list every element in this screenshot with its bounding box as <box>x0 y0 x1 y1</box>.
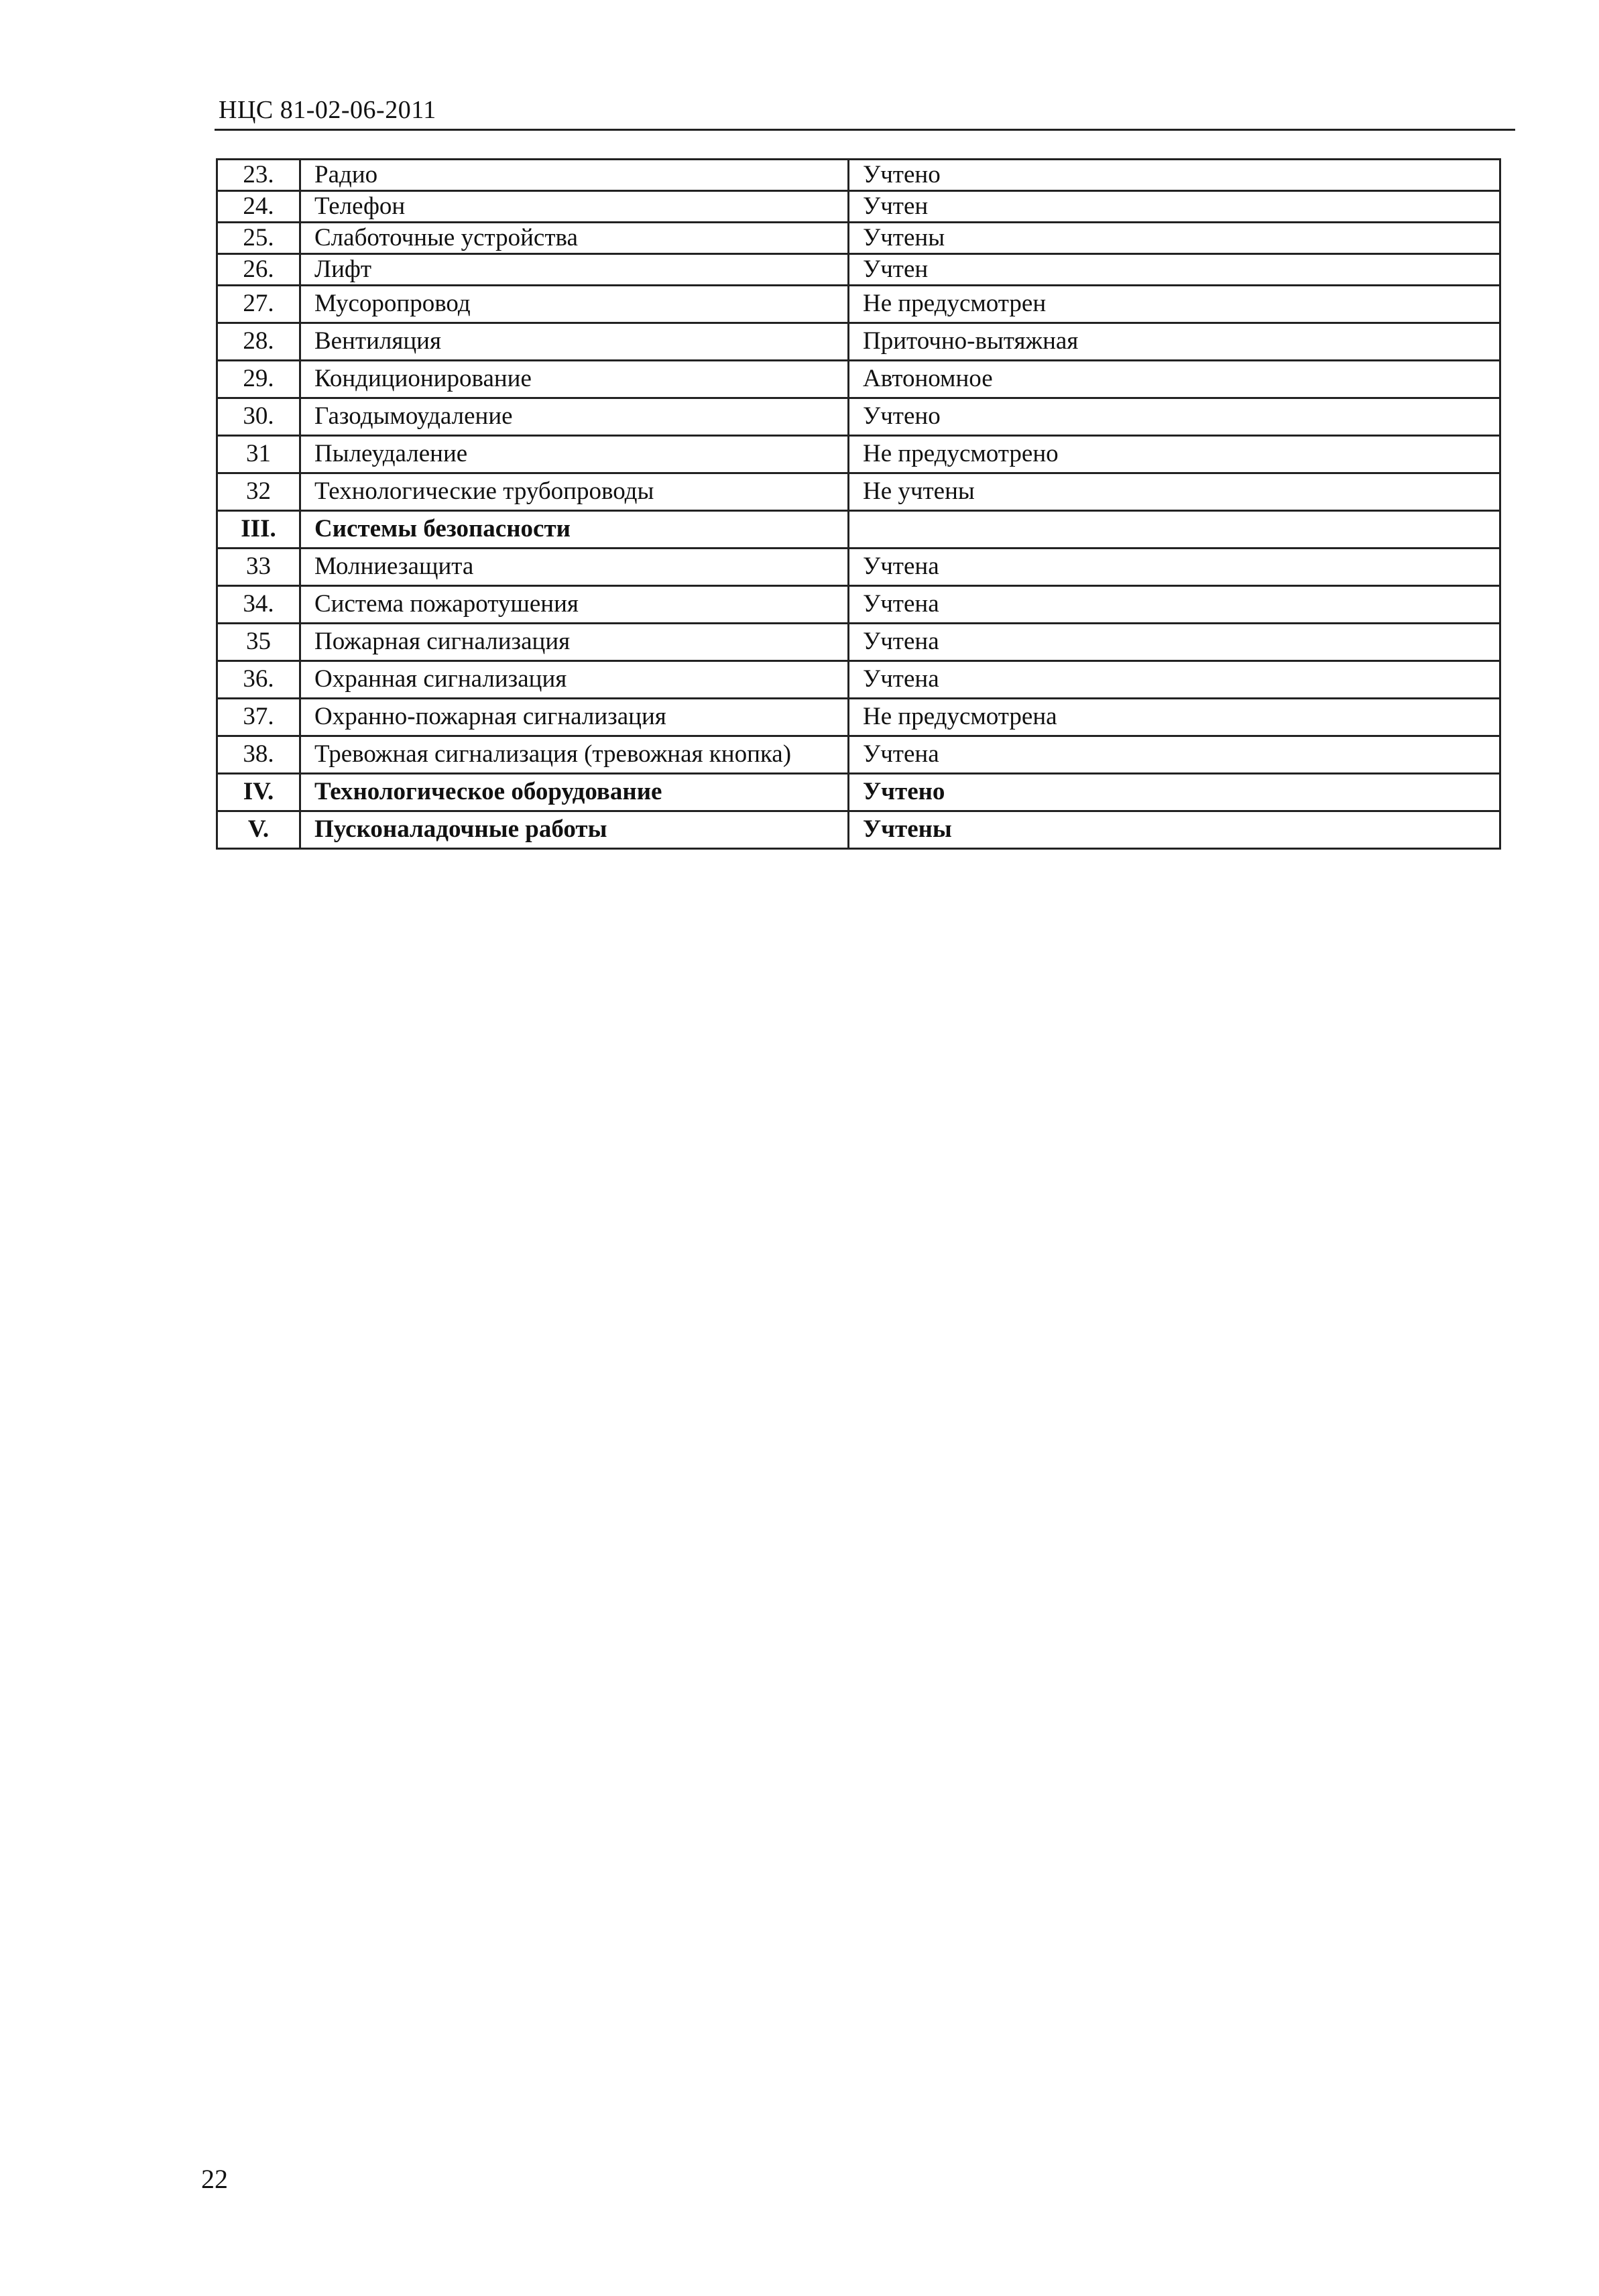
row-value: Не предусмотрено <box>849 436 1500 473</box>
row-name: Телефон <box>300 191 849 223</box>
section-title: Технологическое оборудование <box>300 774 849 811</box>
row-value: Учтена <box>849 549 1500 586</box>
row-name: Радио <box>300 160 849 191</box>
table-row <box>217 286 1500 323</box>
row-number: 25. <box>217 223 300 254</box>
row-value: Учтен <box>849 254 1500 286</box>
table-row <box>217 699 1500 736</box>
row-value <box>849 511 1500 549</box>
section-number: V. <box>217 811 300 849</box>
table-row <box>217 661 1500 699</box>
row-value: Учтен <box>849 191 1500 223</box>
header-rule <box>215 129 1515 131</box>
row-value: Учтена <box>849 624 1500 661</box>
row-number: 30. <box>217 398 300 436</box>
table-row <box>217 254 1500 286</box>
table-row <box>217 586 1500 624</box>
row-value: Учтена <box>849 736 1500 774</box>
table-row <box>217 436 1500 473</box>
row-name: Лифт <box>300 254 849 286</box>
row-value: Учтено <box>849 160 1500 191</box>
page-number: 22 <box>201 2164 228 2194</box>
row-name: Охранная сигнализация <box>300 661 849 699</box>
row-number: 38. <box>217 736 300 774</box>
row-name: Вентиляция <box>300 323 849 361</box>
table-row <box>217 736 1500 774</box>
row-number: 32 <box>217 473 300 511</box>
row-name: Пылеудаление <box>300 436 849 473</box>
row-value: Не предусмотрена <box>849 699 1500 736</box>
section-header-row <box>217 811 1500 849</box>
row-number: 35 <box>217 624 300 661</box>
section-number: III. <box>217 511 300 549</box>
row-value: Учтено <box>849 398 1500 436</box>
table-row <box>217 191 1500 223</box>
row-name: Мусоропровод <box>300 286 849 323</box>
row-name: Тревожная сигнализация (тревожная кнопка) <box>300 736 849 774</box>
row-number: 31 <box>217 436 300 473</box>
section-value: Учтено <box>849 774 1500 811</box>
table-row <box>217 549 1500 586</box>
table-row <box>217 223 1500 254</box>
row-number: 26. <box>217 254 300 286</box>
document-code: НЦС 81-02-06-2011 <box>219 96 436 124</box>
row-value: Приточно-вытяжная <box>849 323 1500 361</box>
row-value: Учтены <box>849 223 1500 254</box>
table-row <box>217 398 1500 436</box>
section-title: Системы безопасности <box>300 511 849 549</box>
row-name: Система пожаротушения <box>300 586 849 624</box>
row-number: 28. <box>217 323 300 361</box>
row-number: 36. <box>217 661 300 699</box>
table-row <box>217 473 1500 511</box>
row-name: Технологические трубопроводы <box>300 473 849 511</box>
section-header-row <box>217 774 1500 811</box>
row-number: 24. <box>217 191 300 223</box>
section-title: Пусконаладочные работы <box>300 811 849 849</box>
row-name: Газодымоудаление <box>300 398 849 436</box>
section-header-row <box>217 511 1500 549</box>
table-row <box>217 160 1500 191</box>
row-number: 29. <box>217 361 300 398</box>
row-value: Автономное <box>849 361 1500 398</box>
row-name: Молниезащита <box>300 549 849 586</box>
row-value: Учтена <box>849 661 1500 699</box>
row-value: Не учтены <box>849 473 1500 511</box>
row-number: 37. <box>217 699 300 736</box>
section-value: Учтены <box>849 811 1500 849</box>
table-row <box>217 361 1500 398</box>
row-name: Охранно-пожарная сигнализация <box>300 699 849 736</box>
row-number: 33 <box>217 549 300 586</box>
table-row <box>217 323 1500 361</box>
row-number: 34. <box>217 586 300 624</box>
row-number: 23. <box>217 160 300 191</box>
specification-table <box>216 158 1501 850</box>
row-name: Пожарная сигнализация <box>300 624 849 661</box>
row-value: Учтена <box>849 586 1500 624</box>
row-name: Кондиционирование <box>300 361 849 398</box>
row-name: Слаботочные устройства <box>300 223 849 254</box>
row-number: 27. <box>217 286 300 323</box>
row-value: Не предусмотрен <box>849 286 1500 323</box>
table-row <box>217 624 1500 661</box>
section-number: IV. <box>217 774 300 811</box>
